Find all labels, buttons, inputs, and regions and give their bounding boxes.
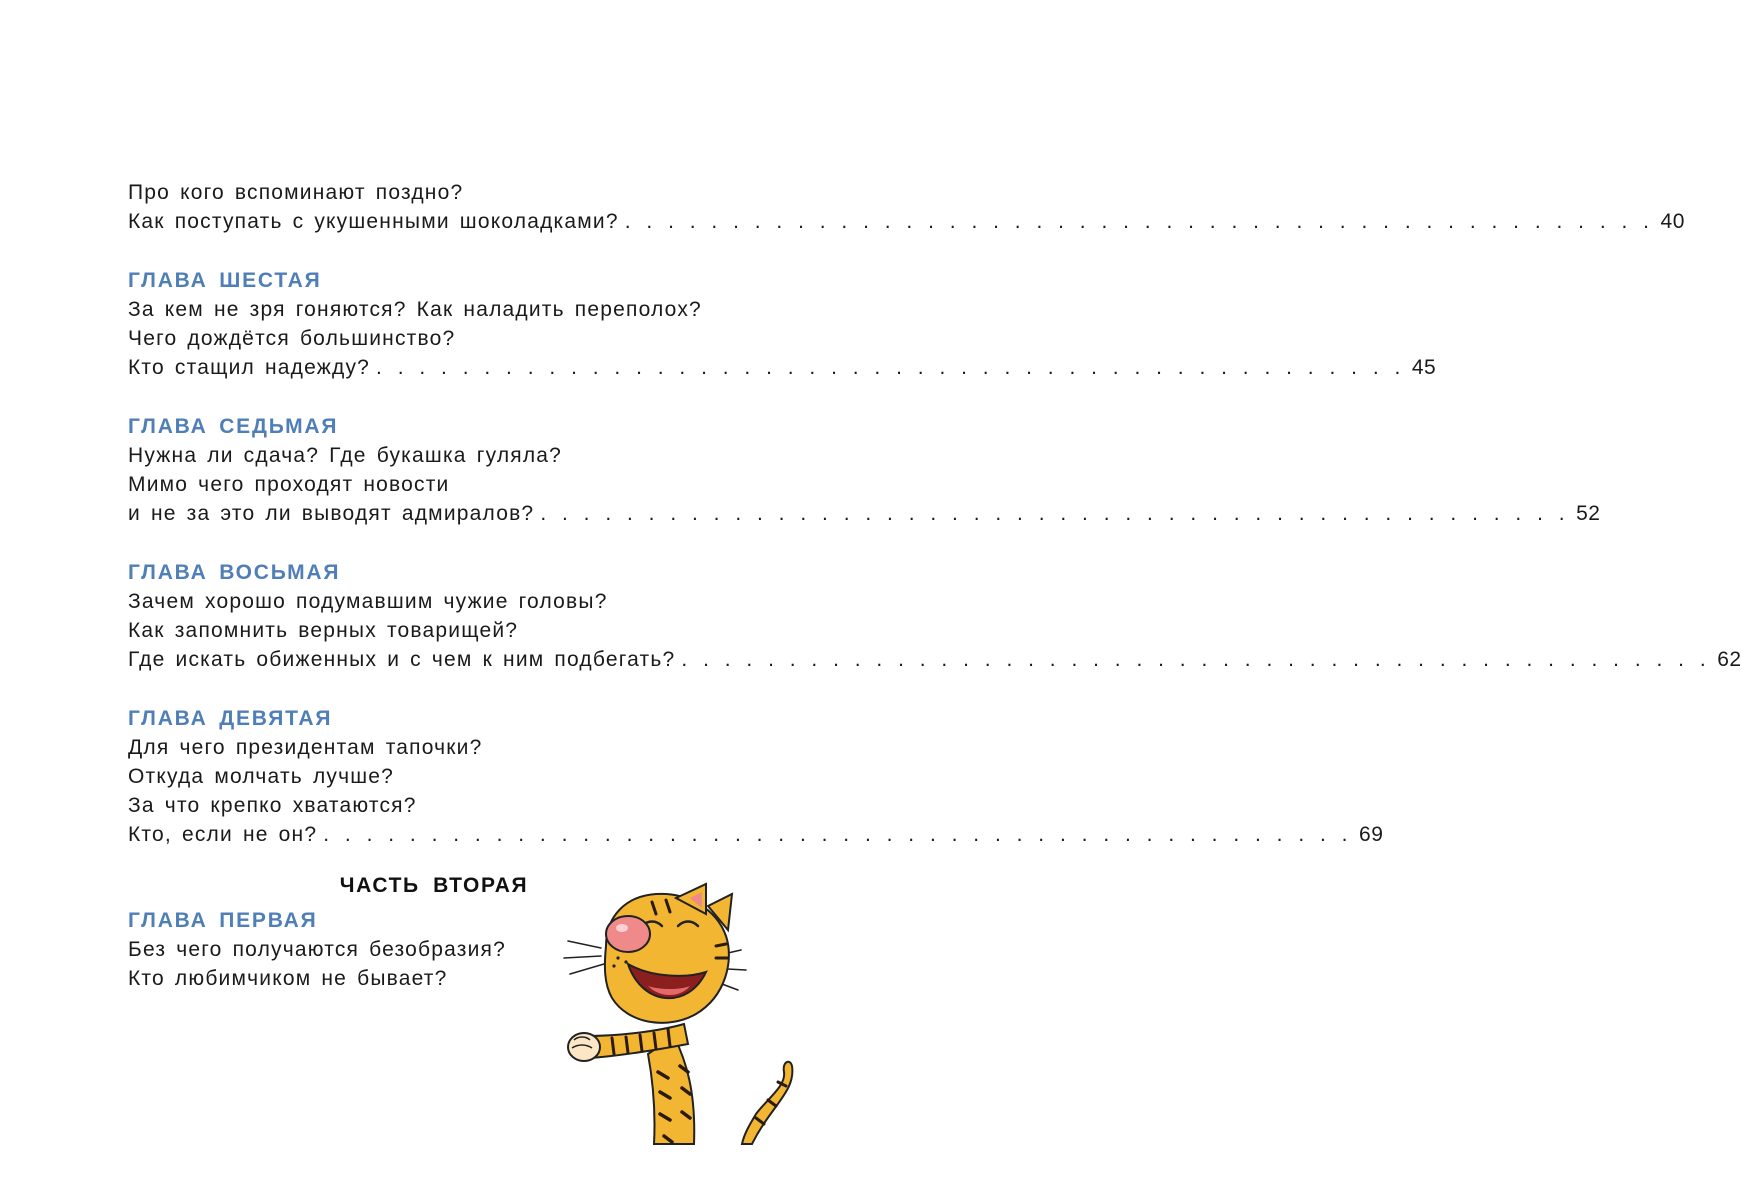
toc-entry — [128, 353, 1437, 382]
cartoon-cat-icon — [556, 886, 796, 1146]
leader-dots: . . . . . . . . . . . . . . . . . . . . . . . . . . . . . . . . . . . . . . . . . . . . . . . . — [323, 823, 1352, 846]
chapter-heading: ГЛАВА ШЕСТАЯ — [128, 269, 322, 292]
toc-entry — [128, 645, 1742, 674]
toc-entry-text: Кто стащил надежду? — [128, 356, 371, 379]
page-number: 69 — [1359, 823, 1384, 846]
chapter-heading: ГЛАВА ПЕРВАЯ — [128, 909, 318, 932]
toc-entry — [128, 820, 1384, 849]
toc-entry-text: Как поступать с укушенными шоколадками? — [128, 210, 619, 233]
part-heading: ЧАСТЬ ВТОРАЯ — [339, 874, 529, 897]
toc-line: Нужна ли сдача? Где букашка гуляла? — [128, 444, 563, 467]
toc-line: Мимо чего проходят новости — [128, 473, 450, 496]
page-number: 40 — [1660, 210, 1685, 233]
toc-line: Чего дождётся большинство? — [128, 327, 456, 350]
leader-dots: . . . . . . . . . . . . . . . . . . . . . . . . . . . . . . . . . . . . . . . . . . . . . . . . — [376, 356, 1404, 379]
toc-entry-text: Кто, если не он? — [128, 823, 318, 846]
toc-entry-text: Где искать обиженных и с чем к ним подбегать? — [128, 648, 676, 671]
chapter-heading: ГЛАВА СЕДЬМАЯ — [128, 415, 339, 438]
toc-line: Про кого вспоминают поздно? — [128, 181, 464, 204]
leader-dots: . . . . . . . . . . . . . . . . . . . . . . . . . . . . . . . . . . . . . . . . . . . . . . . . — [624, 210, 1653, 233]
toc-line: За кем не зря гоняются? Как наладить переполох? — [128, 298, 702, 321]
page-number: 62 — [1717, 648, 1742, 671]
toc-line: Как запомнить верных товарищей? — [128, 619, 519, 642]
page-number: 45 — [1411, 356, 1437, 379]
table-of-contents — [128, 178, 1742, 993]
leader-dots: . . . . . . . . . . . . . . . . . . . . . . . . . . . . . . . . . . . . . . . . . . . . . . . . — [540, 502, 1569, 525]
leader-dots: . . . . . . . . . . . . . . . . . . . . . . . . . . . . . . . . . . . . . . . . . . . . . . . . — [681, 648, 1710, 671]
chapter-heading: ГЛАВА ВОСЬМАЯ — [128, 561, 341, 584]
toc-line: Откуда молчать лучше? — [128, 765, 395, 788]
page-number: 52 — [1576, 502, 1601, 525]
toc-entry — [128, 207, 1685, 236]
toc-line: Без чего получаются безобразия? — [128, 938, 506, 961]
toc-line: Кто любимчиком не бывает? — [128, 967, 448, 990]
toc-line: За что крепко хватаются? — [128, 794, 417, 817]
toc-entry-text: и не за это ли выводят адмиралов? — [128, 502, 535, 525]
chapter-heading: ГЛАВА ДЕВЯТАЯ — [128, 707, 333, 730]
toc-entry — [128, 499, 1601, 528]
toc-line: Для чего президентам тапочки? — [128, 736, 483, 759]
toc-line: Зачем хорошо подумавшим чужие головы? — [128, 590, 608, 613]
